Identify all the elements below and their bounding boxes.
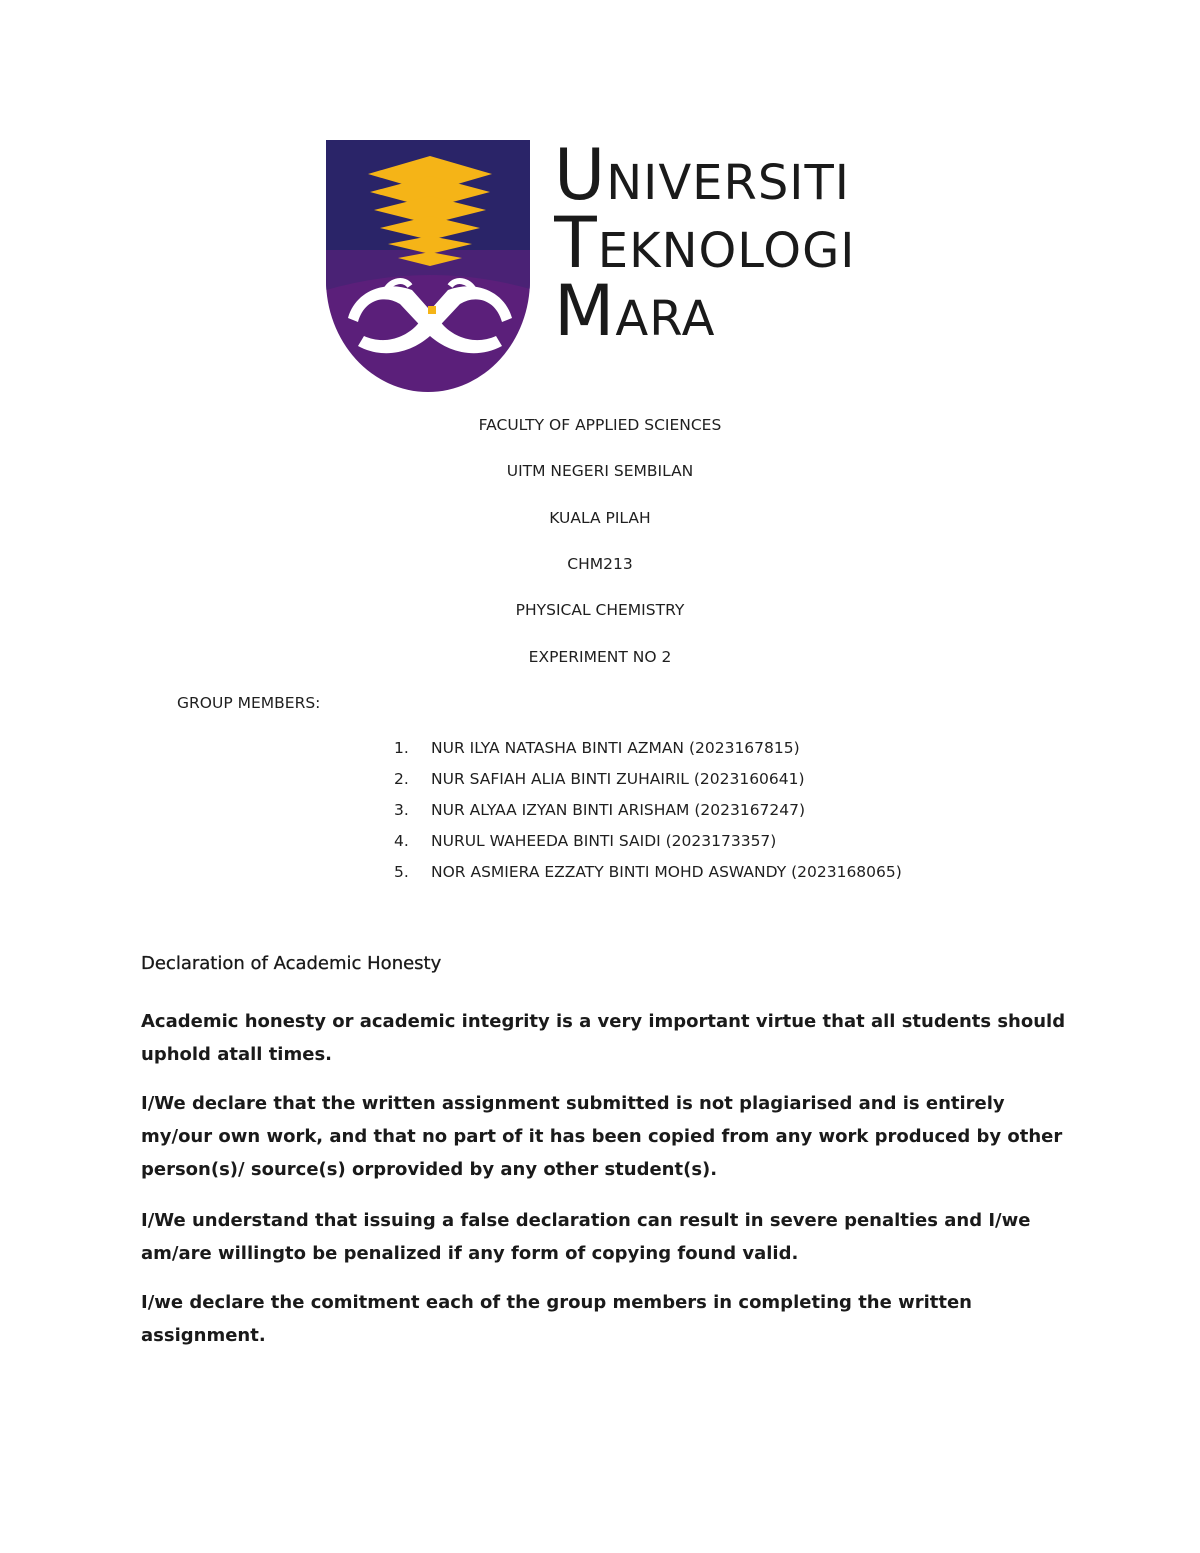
list-item xyxy=(394,769,1094,800)
uitm-logo xyxy=(326,140,886,392)
list-number: 5. xyxy=(394,863,409,881)
list-item xyxy=(394,738,1094,769)
member-name: NUR ALYAA IZYAN BINTI ARISHAM (2023167247) xyxy=(431,801,806,819)
declaration-paragraph-1: Academic honesty or academic integrity is a very important virtue that all students should uphold atall times. xyxy=(141,1011,1066,1065)
list-item xyxy=(394,800,1094,831)
faculty-line: FACULTY OF APPLIED SCIENCES xyxy=(478,416,722,434)
uitm-wordmark xyxy=(554,140,882,350)
group-members-label: GROUP MEMBERS: xyxy=(177,694,321,712)
member-name: NUR SAFIAH ALIA BINTI ZUHAIRIL (2023160641) xyxy=(431,770,805,788)
declaration-title: Declaration of Academic Honesty xyxy=(141,953,442,974)
list-number: 4. xyxy=(394,832,409,850)
list-number: 3. xyxy=(394,801,409,819)
member-name: NUR ILYA NATASHA BINTI AZMAN (2023167815) xyxy=(431,739,800,757)
wordmark-line-2: TEKNOLOGI xyxy=(554,202,856,284)
wordmark-line-3: MARA xyxy=(554,270,716,350)
declaration-paragraph-4: I/we declare the comitment each of the group members in completing the written assignment. xyxy=(141,1292,972,1346)
location-line: KUALA PILAH xyxy=(549,509,651,527)
course-name-line: PHYSICAL CHEMISTRY xyxy=(515,601,685,619)
campus-line: UITM NEGERI SEMBILAN xyxy=(506,462,694,480)
member-list xyxy=(394,738,1094,893)
member-name: NOR ASMIERA EZZATY BINTI MOHD ASWANDY (2023168065) xyxy=(431,863,902,881)
declaration-paragraph-3: I/We understand that issuing a false declaration can result in severe penalties and I/we am/are willingto be penalized if any form of copying found valid. xyxy=(141,1210,1031,1264)
list-item xyxy=(394,862,1094,893)
course-code-line: CHM213 xyxy=(567,555,633,573)
wordmark-line-1: UNIVERSITI xyxy=(554,140,850,216)
experiment-line: EXPERIMENT NO 2 xyxy=(528,648,672,666)
member-name: NURUL WAHEEDA BINTI SAIDI (2023173357) xyxy=(431,832,777,850)
list-item xyxy=(394,831,1094,862)
list-number: 2. xyxy=(394,770,409,788)
list-number: 1. xyxy=(394,739,409,757)
uitm-crest-icon xyxy=(326,140,534,392)
declaration-paragraph-2: I/We declare that the written assignment submitted is not plagiarised and is entirely my/our own work, and that no part of it has been copied from any work produced by other person(s)/ source(s) orprovided by any other student(s). xyxy=(141,1093,1063,1180)
